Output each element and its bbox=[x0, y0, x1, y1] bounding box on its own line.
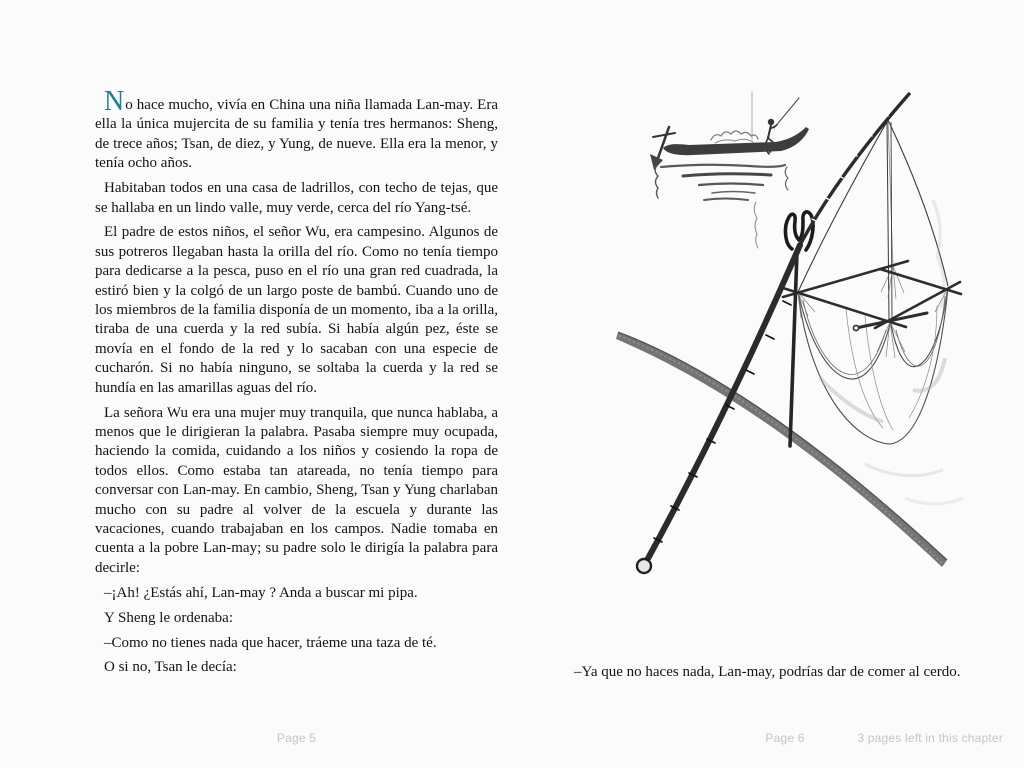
bamboo-pole-end-cap bbox=[637, 559, 651, 573]
net-frame bbox=[783, 261, 961, 331]
dialogue-line: –¡Ah! ¿Estás ahí, Lan-may ? Anda a buscar mi pipa. bbox=[104, 584, 418, 601]
illustration-caption: –Ya que no haces nada, Lan-may, podrías dar de comer al cerdo. bbox=[574, 664, 961, 680]
dialogue-line: O si no, Tsan le decía: bbox=[104, 659, 237, 676]
paragraph: El padre de estos niños, el señor Wu, era campesino. Algunos de sus potreros llegaban hasta la orilla del río. Como no tenía tiempo para dedicarse a la pesca, puso en el río una gran red cuadrada, la estiró bien y la colgó de un largo poste de bambú. Cuando uno de los miembros de la familia disponía de un momento, iba a la orilla, tiraba de una cuerda y la red subía. Si había algún pez, éste se movía en el fondo de la red y lo sacaban con una especie de cucharón. Si no había ninguno, se soltaba la cuerda y la red se hundía en las amarillas aguas del río. bbox=[95, 224, 498, 396]
net-cords bbox=[798, 120, 948, 320]
opening-paragraph bbox=[95, 86, 498, 174]
page-number-right: Page 6 bbox=[765, 731, 805, 745]
drop-cap: N bbox=[104, 86, 125, 117]
paragraph: Habitaban todos en una casa de ladrillos, con techo de tejas, que se hallaba en un lindo valle, muy verde, cerca del río Yang-tsé. bbox=[95, 180, 498, 216]
paragraph: La señora Wu era una mujer muy tranquila, que nunca hablaba, a menos que le dirigieran la palabra. Pasaba siempre muy ocupada, haciendo la comida, cuidando a los niños y cosiendo la ropa de todos ellos. Como estaba tan atareada, no tenía tiempo para conversar con Lan-may. En cambio, Sheng, Tsan y Yung charlaban mucho con su padre al volver de la escuela y durante las vacaciones, cuando trabajaban en los campos. Nadie tomaba en cuenta a la pobre Lan-may; su padre solo le dirigía la palabra para decirle: bbox=[95, 404, 498, 576]
chapter-progress: 3 pages left in this chapter bbox=[857, 731, 1003, 745]
dialogue-line: –Como no tienes nada que hacer, tráeme una taza de té. bbox=[104, 634, 437, 651]
water-ripples bbox=[655, 165, 788, 248]
page-number-left: Page 5 bbox=[276, 731, 317, 745]
page-left bbox=[95, 86, 498, 683]
dip-net-illustration bbox=[565, 78, 1015, 650]
paragraph-text: o hace mucho, vivía en China una niña llamada Lan-may. Era ella la única mujercita de su familia y tenía tres hermanos: Sheng, de trece años; Tsan, de diez, y Yung, de nueve. Ella era la menor, y tenía ocho años. bbox=[95, 97, 498, 172]
sampan-boat bbox=[650, 92, 809, 170]
dialogue-line: Y Sheng le ordenaba: bbox=[104, 609, 233, 626]
page-right bbox=[565, 78, 1015, 650]
